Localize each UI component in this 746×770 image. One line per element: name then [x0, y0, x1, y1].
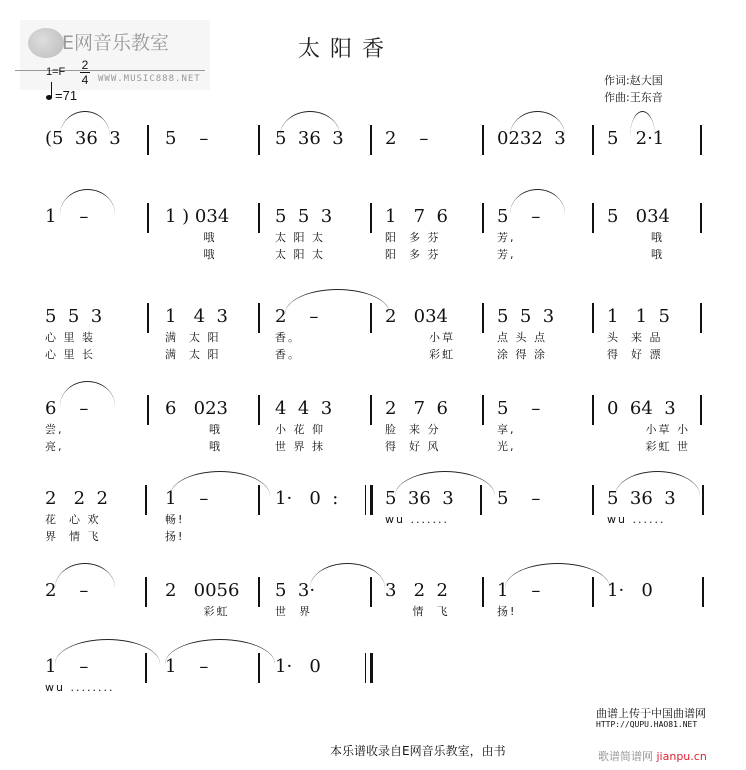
lyric-line: 哦 — [607, 248, 664, 261]
lyric-line: 彩虹 — [385, 348, 455, 361]
measure — [165, 205, 269, 263]
song-title: 太阳香 — [298, 37, 395, 62]
barline — [147, 203, 149, 233]
lyric-line: 哦 — [607, 231, 664, 244]
measure-notes: 5 5 3 — [45, 306, 103, 327]
slur — [395, 471, 495, 496]
measure-notes: 1 ) 034 — [165, 206, 230, 227]
measure — [607, 397, 711, 455]
barline — [482, 303, 484, 333]
lyric-line: 哦 — [165, 440, 222, 453]
barline — [147, 125, 149, 155]
double-barline — [365, 653, 373, 683]
lyric-line: 香。 — [275, 331, 301, 344]
slur — [510, 189, 565, 214]
measure — [607, 127, 711, 151]
barline — [370, 203, 372, 233]
slur — [60, 381, 115, 406]
measure-notes: 1· 0 — [275, 656, 321, 677]
barline — [145, 577, 147, 607]
lyric-line: 心 里 长 — [45, 348, 95, 361]
lyric-line: 太 阳 太 — [275, 231, 325, 244]
measure — [385, 205, 489, 263]
barline — [147, 303, 149, 333]
measure-notes: 2 – — [275, 306, 319, 327]
quarter-note-icon — [46, 95, 52, 100]
measure — [275, 487, 379, 511]
time-bottom: 4 — [81, 73, 89, 87]
lyric-line: 世 界 抹 — [275, 440, 325, 453]
watermark-divider — [15, 70, 205, 71]
lyric-line: 涂 得 涂 — [497, 348, 547, 361]
measure-notes: 5 5 3 — [497, 306, 555, 327]
lyric-line: wu ........ — [45, 681, 115, 694]
measure — [165, 579, 269, 620]
lyric-line: 脸 来 分 — [385, 423, 441, 436]
tempo-value: =71 — [55, 88, 78, 103]
lyric-line: 哦 — [165, 423, 222, 436]
measure-notes: 5 034 — [607, 206, 670, 227]
lyric-line: wu ....... — [385, 513, 449, 526]
measure-notes: 1 7 6 — [385, 206, 448, 227]
slur — [630, 111, 655, 136]
tempo-marking — [46, 88, 77, 104]
measure-notes: 2 7 6 — [385, 398, 448, 419]
slur — [60, 111, 110, 136]
measure-notes: 1· 0 — [607, 580, 653, 601]
measure-notes: 2 034 — [385, 306, 448, 327]
lyric-line: 扬! — [165, 530, 185, 543]
barline — [592, 125, 594, 155]
slur — [55, 563, 115, 588]
slur — [60, 189, 115, 214]
lyricist: 作词:赵大国 — [604, 74, 663, 87]
lyric-line: 扬! — [497, 605, 517, 618]
watermark-url: WWW.MUSIC888.NET — [98, 74, 201, 84]
measure — [497, 487, 601, 511]
lyric-line: 小草 小 — [607, 423, 690, 436]
measure — [385, 305, 489, 363]
lyric-line: 太 阳 太 — [275, 248, 325, 261]
upload-note: 曲谱上传于中国曲谱网 — [596, 707, 706, 720]
barline — [258, 203, 260, 233]
measure — [497, 397, 601, 455]
slur — [280, 111, 340, 136]
measure-notes: 4 4 3 — [275, 398, 333, 419]
barline — [370, 125, 372, 155]
measure-notes: 5 – — [497, 206, 541, 227]
barline — [258, 395, 260, 425]
measure — [607, 305, 711, 363]
barline — [700, 125, 702, 155]
slur — [285, 289, 390, 314]
measure-notes: 2 – — [45, 580, 89, 601]
lyric-line: 哦 — [165, 248, 217, 261]
measure-notes: 5 – — [497, 398, 541, 419]
lyric-line: 光, — [497, 440, 516, 453]
barline — [700, 203, 702, 233]
measure-notes: 1 – — [45, 656, 89, 677]
measure — [45, 487, 149, 545]
measure-notes: 3 2 2 — [385, 580, 448, 601]
barline — [592, 395, 594, 425]
composer: 作曲:王东音 — [604, 91, 663, 104]
barline — [702, 577, 704, 607]
measure — [165, 305, 269, 363]
site-watermark — [598, 748, 707, 764]
lyric-line: 芳, — [497, 248, 516, 261]
lyric-line: 小 花 仰 — [275, 423, 325, 436]
lyric-line: 畅! — [165, 513, 185, 526]
lyric-line: wu ...... — [607, 513, 666, 526]
upload-url[interactable]: HTTP://QUPU.HAO81.NET — [596, 720, 698, 729]
barline — [258, 303, 260, 333]
lyric-line: 亮, — [45, 440, 64, 453]
measure-notes: 6 023 — [165, 398, 228, 419]
measure — [275, 655, 379, 679]
measure-notes: 5 36 3 — [607, 488, 676, 509]
measure-notes: 5 36 3 — [275, 128, 344, 149]
lyric-line: 得 好 漂 — [607, 348, 663, 361]
slur — [505, 563, 610, 588]
measure-notes: 1 – — [45, 206, 89, 227]
watermark-name: E网音乐教室 — [62, 32, 170, 54]
lyric-line: 小草 — [385, 331, 455, 344]
lyric-line: 头 来 品 — [607, 331, 663, 344]
lyric-line: 满 太 阳 — [165, 331, 221, 344]
barline — [482, 203, 484, 233]
measure — [165, 127, 269, 151]
measure — [165, 397, 269, 455]
measure-notes: 5 – — [497, 488, 541, 509]
key-signature: 1=F — [46, 66, 66, 78]
site-domain: jianpu.cn — [656, 750, 707, 763]
measure-notes: 2 0056 — [165, 580, 240, 601]
lyric-line: 心 里 装 — [45, 331, 95, 344]
lyric-line: 阳 多 芬 — [385, 231, 441, 244]
measure — [497, 305, 601, 363]
barline — [482, 125, 484, 155]
measure — [45, 305, 149, 363]
slur — [55, 639, 160, 664]
measure-notes: 5 36 3 — [385, 488, 454, 509]
lyric-line: 彩虹 世 — [607, 440, 690, 453]
time-signature — [80, 58, 90, 87]
measure-notes: (5 36 3 — [45, 128, 121, 149]
barline — [700, 303, 702, 333]
measure — [275, 397, 379, 455]
measure — [275, 205, 379, 263]
measure — [385, 579, 489, 620]
barline — [700, 395, 702, 425]
lyric-line: 哦 — [165, 231, 217, 244]
barline — [592, 303, 594, 333]
measure-notes: 5 5 3 — [275, 206, 333, 227]
measure-notes: 1 1 5 — [607, 306, 670, 327]
barline — [482, 395, 484, 425]
slur — [170, 471, 270, 496]
measure-notes: 0232 3 — [497, 128, 566, 149]
barline — [145, 485, 147, 515]
measure-notes: 5 – — [165, 128, 209, 149]
site-name: 歌谱简谱网 — [598, 750, 653, 763]
lyric-line: 界 情 飞 — [45, 530, 101, 543]
lyric-line: 香。 — [275, 348, 301, 361]
measure — [385, 397, 489, 455]
source-note: 本乐谱收录自E网音乐教室，由书 — [330, 744, 506, 758]
slur — [165, 639, 275, 664]
lyric-line: 花 心 欢 — [45, 513, 101, 526]
measure — [385, 127, 489, 151]
measure-notes: 0 64 3 — [607, 398, 676, 419]
lyric-line: 彩虹 — [165, 605, 230, 618]
measure-notes: 1· 0 : — [275, 488, 339, 509]
watermark-logo-icon — [28, 28, 64, 58]
measure-notes: 6 – — [45, 398, 89, 419]
barline — [370, 395, 372, 425]
measure-notes: 2 2 2 — [45, 488, 108, 509]
barline — [258, 125, 260, 155]
measure — [607, 579, 711, 603]
lyric-line: 情 飞 — [385, 605, 450, 618]
barline — [147, 395, 149, 425]
barline — [482, 577, 484, 607]
lyric-line: 尝, — [45, 423, 64, 436]
slur — [615, 471, 700, 496]
measure-notes: 1 – — [497, 580, 541, 601]
measure-notes: 1 4 3 — [165, 306, 228, 327]
lyric-line: 世 界 — [275, 605, 312, 618]
lyric-line: 点 头 点 — [497, 331, 547, 344]
measure-notes: 5 3· — [275, 580, 316, 601]
barline — [592, 485, 594, 515]
measure-notes: 1 – — [165, 488, 209, 509]
lyric-line: 阳 多 芬 — [385, 248, 441, 261]
barline — [702, 485, 704, 515]
double-barline — [365, 485, 373, 515]
measure-notes: 2 – — [385, 128, 429, 149]
lyric-line: 满 太 阳 — [165, 348, 221, 361]
lyric-line: 芳, — [497, 231, 516, 244]
measure-notes: 1 – — [165, 656, 209, 677]
slur — [310, 563, 385, 588]
lyric-line: 享, — [497, 423, 516, 436]
barline — [258, 577, 260, 607]
slur — [510, 111, 565, 136]
measure — [607, 205, 711, 263]
measure-notes: 5 2·1 — [607, 128, 665, 149]
barline — [592, 203, 594, 233]
lyric-line: 得 好 风 — [385, 440, 441, 453]
time-top: 2 — [81, 58, 89, 72]
